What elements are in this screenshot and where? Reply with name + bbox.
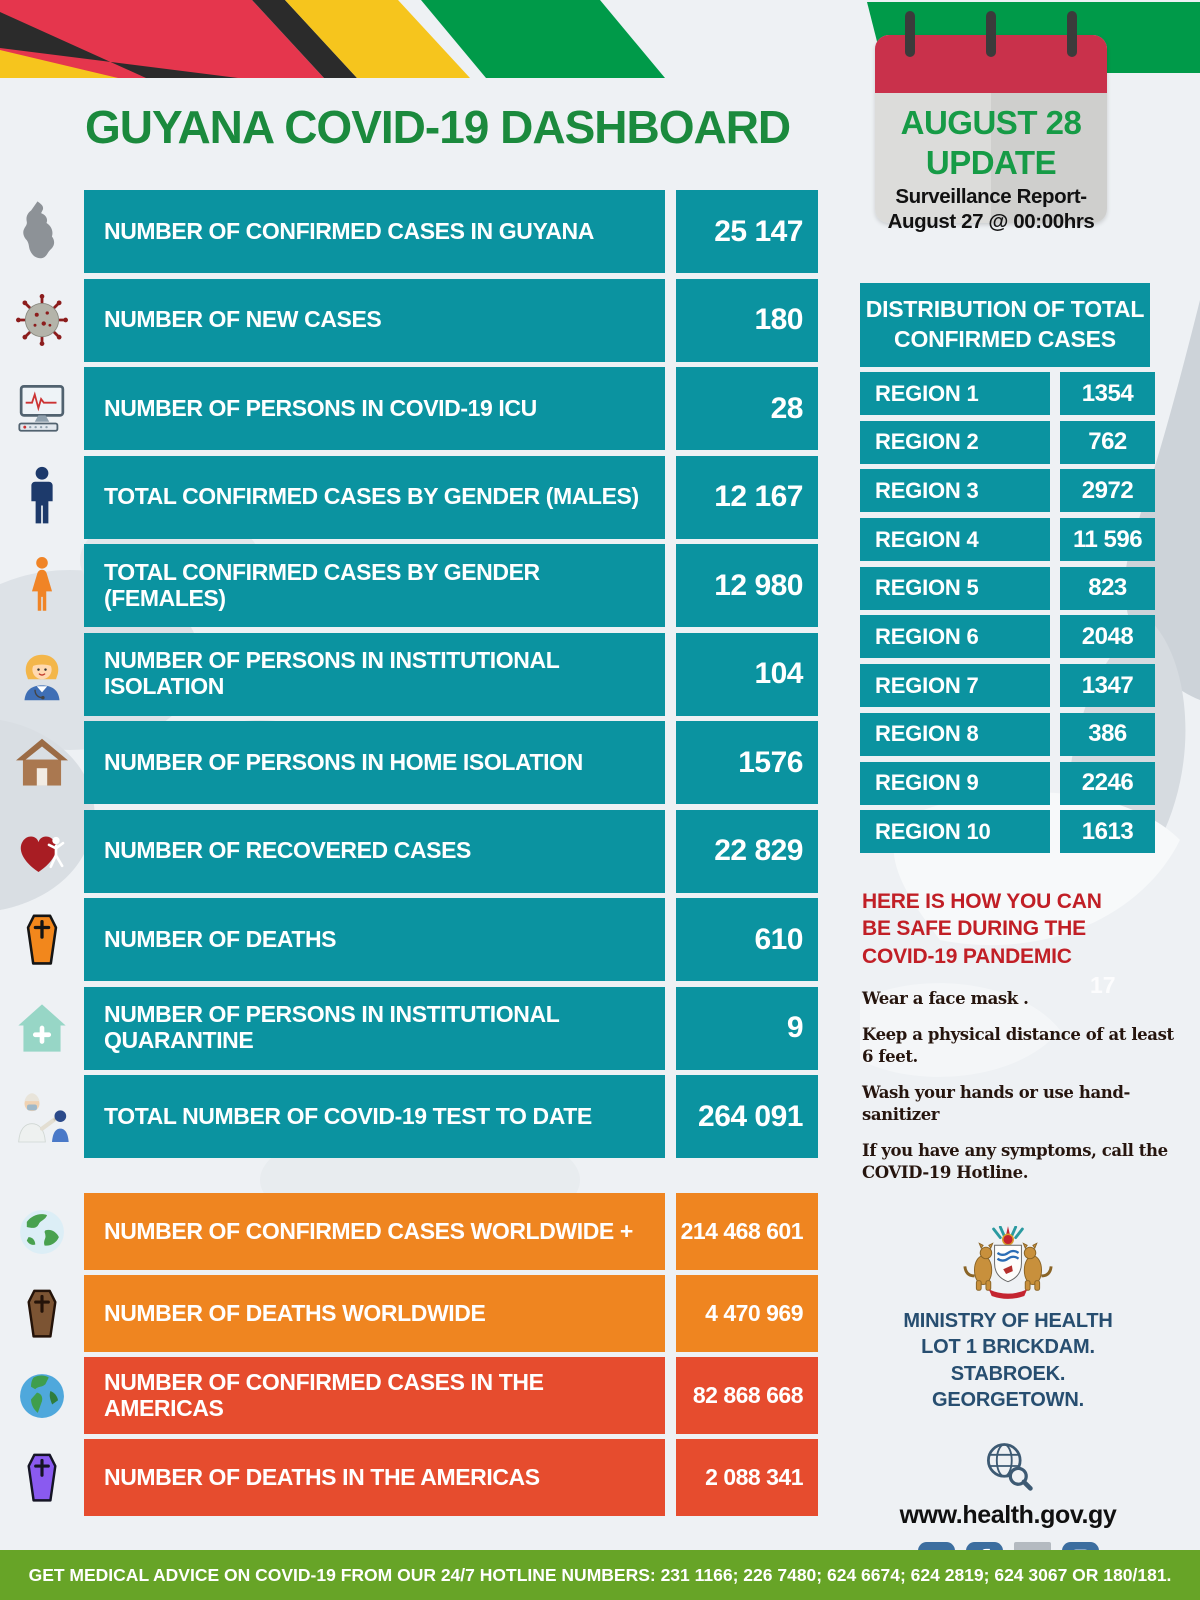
region-label: REGION 2 — [860, 421, 1050, 464]
ministry-address-line: GEORGETOWN. — [932, 1389, 1084, 1412]
stat-value: 9 — [676, 987, 818, 1070]
region-row — [860, 664, 1155, 707]
guyana-map-icon — [0, 190, 84, 273]
region-row — [860, 762, 1155, 805]
region-table-header: DISTRIBUTION OF TOTAL CONFIRMED CASES — [860, 283, 1150, 367]
update-date-line2: UPDATE — [925, 143, 1057, 181]
region-row — [860, 810, 1155, 853]
stat-value: 104 — [676, 633, 818, 716]
stat-row — [0, 544, 830, 627]
covid-test-icon — [0, 1075, 84, 1158]
stat-label: NUMBER OF CONFIRMED CASES WORLDWIDE + — [84, 1193, 665, 1270]
stat-value: 12 167 — [676, 456, 818, 539]
stat-label: TOTAL CONFIRMED CASES BY GENDER (FEMALES) — [84, 544, 665, 627]
safety-tips — [862, 988, 1174, 1198]
region-row — [860, 615, 1155, 658]
calendar-pin-icon — [1067, 11, 1077, 57]
stat-value: 264 091 — [676, 1075, 818, 1158]
region-label: REGION 5 — [860, 567, 1050, 610]
stat-label: NUMBER OF RECOVERED CASES — [84, 810, 665, 893]
stat-row — [0, 898, 830, 981]
globe-icon — [0, 1193, 84, 1270]
stat-label: NUMBER OF PERSONS IN COVID-19 ICU — [84, 367, 665, 450]
stat-value: 180 — [676, 279, 818, 362]
stat-label: TOTAL NUMBER OF COVID-19 TEST TO DATE — [84, 1075, 665, 1158]
globe-americas-icon — [0, 1357, 84, 1434]
stat-label: NUMBER OF DEATHS WORLDWIDE — [84, 1275, 665, 1352]
stat-value: 82 868 668 — [676, 1357, 818, 1434]
region-row — [860, 421, 1155, 464]
stat-value: 610 — [676, 898, 818, 981]
update-date — [875, 103, 1107, 182]
virus-icon — [0, 279, 84, 362]
region-value: 2048 — [1060, 615, 1155, 658]
globe-search-icon — [858, 1438, 1158, 1499]
calendar-pin-icon — [905, 11, 915, 57]
coffin-purple-icon — [0, 1439, 84, 1516]
watermark-number: 17 — [1090, 972, 1116, 998]
stat-value: 214 468 601 — [676, 1193, 818, 1270]
coffin-brown-icon — [0, 1275, 84, 1352]
stat-value: 25 147 — [676, 190, 818, 273]
ministry-block — [858, 1226, 1158, 1579]
world-stats-list — [0, 1193, 830, 1521]
region-row — [860, 567, 1155, 610]
national-stats-list — [0, 190, 830, 1164]
region-value: 762 — [1060, 421, 1155, 464]
stat-label: NUMBER OF PERSONS IN INSTITUTIONAL ISOLATION — [84, 633, 665, 716]
guyana-coat-of-arms — [962, 1226, 1054, 1299]
safety-tip: Wear a face mask . — [862, 989, 1029, 1008]
stat-value: 28 — [676, 367, 818, 450]
stat-label: NUMBER OF NEW CASES — [84, 279, 665, 362]
stat-value: 4 470 969 — [676, 1275, 818, 1352]
safety-tip: If you have any symptoms, call the COVID-19 Hotline. — [862, 1141, 1168, 1182]
region-label: REGION 1 — [860, 372, 1050, 415]
stat-label: NUMBER OF CONFIRMED CASES IN GUYANA — [84, 190, 665, 273]
home-icon — [0, 721, 84, 804]
stat-row — [0, 810, 830, 893]
region-row — [860, 518, 1155, 561]
region-value: 2246 — [1060, 762, 1155, 805]
stat-label: NUMBER OF PERSONS IN INSTITUTIONAL QUARANTINE — [84, 987, 665, 1070]
hotline-footer: GET MEDICAL ADVICE ON COVID-19 FROM OUR 24/7 HOTLINE NUMBERS: 231 1166; 226 7480; 624 6674; 624 2819; 624 3067 OR 180/181. — [0, 1550, 1200, 1600]
calendar-pin-icon — [986, 11, 996, 57]
stat-label: NUMBER OF PERSONS IN HOME ISOLATION — [84, 721, 665, 804]
region-row — [860, 713, 1155, 756]
nurse-icon — [0, 633, 84, 716]
stat-row — [0, 1439, 830, 1516]
region-label: REGION 3 — [860, 469, 1050, 512]
region-label: REGION 7 — [860, 664, 1050, 707]
stat-row — [0, 190, 830, 273]
region-label: REGION 8 — [860, 713, 1050, 756]
region-row — [860, 469, 1155, 512]
region-value: 2972 — [1060, 469, 1155, 512]
ministry-address-line: STABROEK. — [950, 1362, 1066, 1385]
website-link[interactable]: www.health.gov.gy — [899, 1500, 1117, 1529]
region-value: 1347 — [1060, 664, 1155, 707]
stat-row — [0, 633, 830, 716]
stat-value: 22 829 — [676, 810, 818, 893]
safety-tip: Wash your hands or use hand-sanitizer — [862, 1083, 1130, 1124]
stat-label: NUMBER OF CONFIRMED CASES IN THE AMERICAS — [84, 1357, 665, 1434]
region-value: 1613 — [1060, 810, 1155, 853]
region-label: REGION 6 — [860, 615, 1050, 658]
safety-heading: HERE IS HOW YOU CAN BE SAFE DURING THE COVID-19 PANDEMIC — [862, 890, 1102, 968]
stat-row — [0, 1357, 830, 1434]
region-table — [860, 372, 1155, 859]
stat-value: 2 088 341 — [676, 1439, 818, 1516]
stat-row — [0, 1075, 830, 1158]
icu-monitor-icon — [0, 367, 84, 450]
region-label: REGION 10 — [860, 810, 1050, 853]
region-label: REGION 9 — [860, 762, 1050, 805]
stat-row — [0, 367, 830, 450]
male-icon — [0, 456, 84, 539]
stat-value: 1576 — [676, 721, 818, 804]
region-label: REGION 4 — [860, 518, 1050, 561]
update-calendar — [875, 11, 1107, 233]
stat-label: NUMBER OF DEATHS — [84, 898, 665, 981]
region-value: 1354 — [1060, 372, 1155, 415]
stat-row — [0, 279, 830, 362]
page-title: GUYANA COVID-19 DASHBOARD — [85, 101, 791, 153]
stat-row — [0, 1275, 830, 1352]
stat-label: TOTAL CONFIRMED CASES BY GENDER (MALES) — [84, 456, 665, 539]
female-icon — [0, 544, 84, 627]
update-date-line1: AUGUST 28 — [900, 104, 1082, 141]
recovered-heart-icon — [0, 810, 84, 893]
ministry-address — [858, 1308, 1158, 1414]
region-value: 823 — [1060, 567, 1155, 610]
stat-value: 12 980 — [676, 544, 818, 627]
stat-row — [0, 1193, 830, 1270]
region-row — [860, 372, 1155, 415]
stat-row — [0, 721, 830, 804]
surveillance-report-note: Surveillance Report- August 27 @ 00:00hrs — [887, 185, 1095, 233]
stat-label: NUMBER OF DEATHS IN THE AMERICAS — [84, 1439, 665, 1516]
coffin-orange-icon — [0, 898, 84, 981]
region-value: 386 — [1060, 713, 1155, 756]
stat-row — [0, 456, 830, 539]
stat-row — [0, 987, 830, 1070]
ministry-name: MINISTRY OF HEALTH — [903, 1310, 1113, 1332]
ministry-address-line: LOT 1 BRICKDAM. — [921, 1336, 1095, 1359]
region-value: 11 596 — [1060, 518, 1155, 561]
quarantine-home-icon — [0, 987, 84, 1070]
safety-tip: Keep a physical distance of at least 6 feet. — [862, 1025, 1174, 1066]
